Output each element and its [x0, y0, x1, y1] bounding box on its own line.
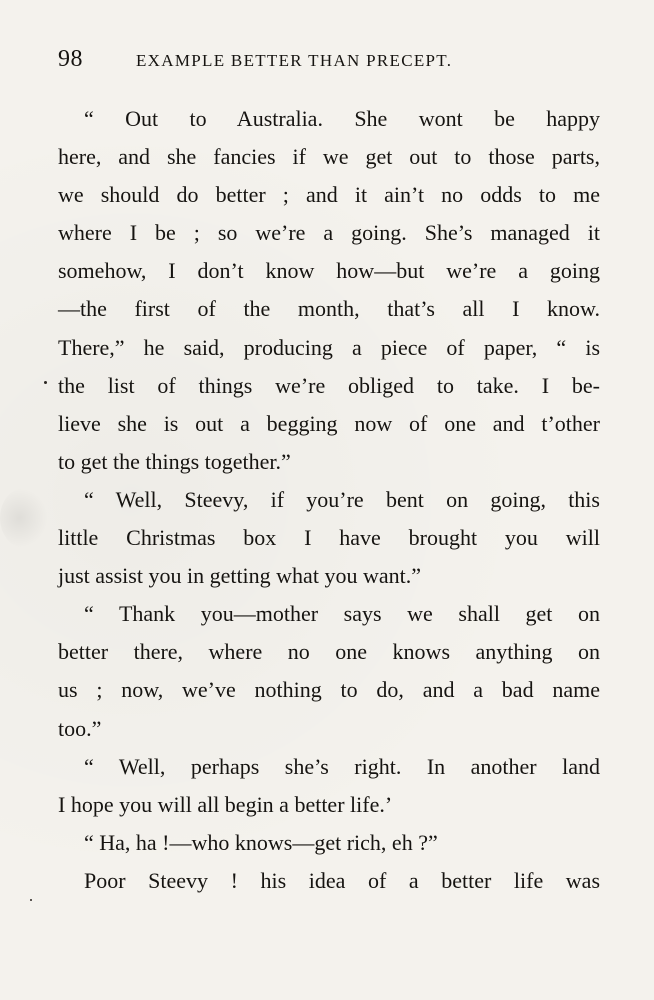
text-line: lieve she is out a begging now of one and t’other [58, 410, 600, 436]
text-line: too.” [58, 715, 102, 741]
running-head: EXAMPLE BETTER THAN PRECEPT. [136, 51, 453, 70]
text-line: I hope you will all begin a better life.’ [58, 791, 393, 817]
text-line: “ Well, perhaps she’s right. In another land [84, 753, 600, 779]
text-line: somehow, I don’t know how—but we’re a going [58, 258, 600, 284]
text-line: here, and she fancies if we get out to those parts, [58, 144, 600, 170]
body-text [58, 100, 600, 900]
ink-speck [44, 381, 47, 384]
text-line: us ; now, we’ve nothing to do, and a bad name [58, 677, 600, 703]
text-line: —the first of the month, that’s all I know. [58, 296, 600, 322]
text-line: “ Well, Steevy, if you’re bent on going, this [84, 486, 600, 512]
page-number: 98 [58, 46, 83, 72]
text-line: Poor Steevy ! his idea of a better life was [84, 867, 600, 893]
text-line: “ Ha, ha !—who knows—get rich, eh ?” [84, 829, 438, 855]
text-line: better there, where no one knows anything on [58, 639, 600, 665]
ink-speck [30, 899, 32, 901]
text-line: “ Out to Australia. She wont be happy [84, 106, 600, 131]
page-smudge [0, 488, 48, 548]
text-line: to get the things together.” [58, 448, 291, 474]
text-line: just assist you in getting what you want.” [58, 563, 421, 589]
text-line: the list of things we’re obliged to take. I be- [58, 372, 600, 398]
text-line: where I be ; so we’re a going. She’s managed it [58, 220, 600, 246]
text-line: we should do better ; and it ain’t no odds to me [58, 182, 600, 208]
text-line: There,” he said, producing a piece of paper, “ is [58, 334, 600, 360]
page-header [58, 46, 598, 80]
text-line: little Christmas box I have brought you will [58, 525, 600, 551]
text-line: “ Thank you—mother says we shall get on [84, 601, 600, 627]
